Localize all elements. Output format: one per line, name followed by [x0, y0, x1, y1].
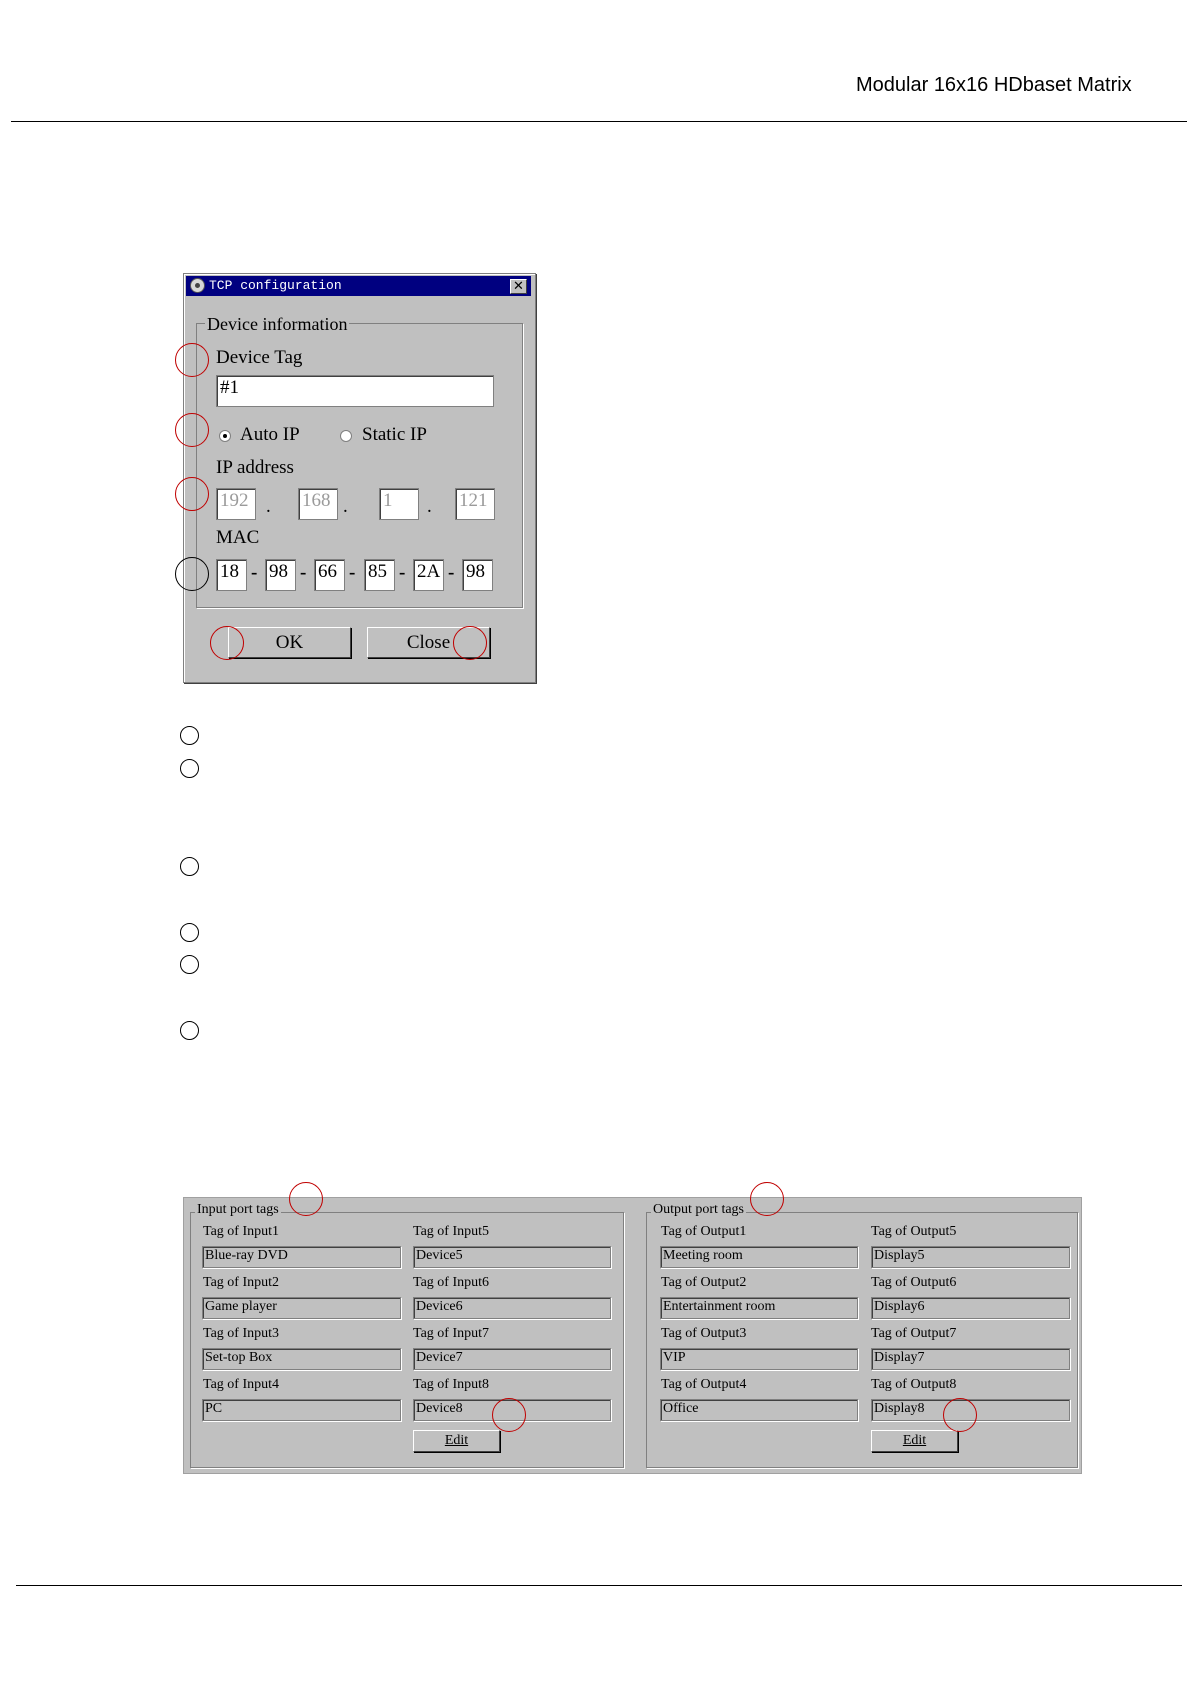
input-tag-label: Tag of Input3: [203, 1326, 280, 1341]
mac-label: MAC: [216, 527, 260, 548]
input-tag-field[interactable]: Set-top Box: [202, 1348, 401, 1370]
input-tag-label: Tag of Input7: [413, 1326, 490, 1341]
input-tag-field[interactable]: Device6: [413, 1297, 611, 1319]
output-tag-label: Tag of Output1: [661, 1224, 747, 1239]
output-tag-label: Tag of Output4: [661, 1377, 747, 1392]
mac-byte-5[interactable]: 2A: [413, 559, 444, 591]
input-tag-label: Tag of Input1: [203, 1224, 280, 1239]
mac-byte-2[interactable]: 98: [265, 559, 296, 591]
input-tag-field[interactable]: Device8: [413, 1399, 611, 1421]
list-bullet: [180, 1021, 199, 1040]
device-information-label: Device information: [207, 314, 348, 334]
input-tag-label: Tag of Input5: [413, 1224, 490, 1239]
gear-icon: [190, 278, 205, 293]
dialog-title: TCP configuration: [209, 278, 342, 293]
tcp-configuration-dialog: [183, 273, 536, 683]
close-button[interactable]: Close: [367, 627, 490, 658]
list-bullet: [180, 923, 199, 942]
ip-octet-4[interactable]: 121: [455, 488, 495, 520]
static-ip-label: Static IP: [362, 424, 427, 445]
mac-byte-4[interactable]: 85: [364, 559, 395, 591]
callout-marker: [175, 477, 209, 511]
static-ip-radio[interactable]: [340, 430, 352, 442]
header-divider: [11, 121, 1187, 122]
mac-separator: -: [251, 562, 258, 583]
callout-marker: [453, 626, 487, 660]
list-bullet: [180, 955, 199, 974]
mac-separator: -: [349, 562, 356, 583]
output-tag-field[interactable]: Display6: [871, 1297, 1070, 1319]
close-icon[interactable]: ✕: [510, 279, 527, 294]
callout-marker: [175, 343, 209, 377]
input-tag-field[interactable]: PC: [202, 1399, 401, 1421]
input-tag-label: Tag of Input2: [203, 1275, 280, 1290]
output-tag-field[interactable]: Meeting room: [660, 1246, 858, 1268]
output-tag-field[interactable]: Office: [660, 1399, 858, 1421]
output-port-tags-label: Output port tags: [653, 1202, 744, 1217]
ip-octet-1[interactable]: 192: [216, 488, 256, 520]
input-tag-label: Tag of Input8: [413, 1377, 490, 1392]
input-edit-button[interactable]: Edit: [413, 1430, 500, 1452]
device-tag-label: Device Tag: [216, 347, 303, 368]
ip-separator: .: [343, 496, 348, 517]
callout-marker: [943, 1398, 977, 1432]
input-tag-label: Tag of Input6: [413, 1275, 490, 1290]
mac-byte-3[interactable]: 66: [314, 559, 345, 591]
output-tag-label: Tag of Output2: [661, 1275, 747, 1290]
input-tag-field[interactable]: Game player: [202, 1297, 401, 1319]
output-tag-label: Tag of Output6: [871, 1275, 957, 1290]
output-tag-field[interactable]: Display5: [871, 1246, 1070, 1268]
callout-marker: [210, 626, 244, 660]
mac-separator: -: [399, 562, 406, 583]
page-header-title: Modular 16x16 HDbaset Matrix: [856, 74, 1132, 96]
ip-separator: .: [266, 496, 271, 517]
auto-ip-label: Auto IP: [240, 424, 300, 445]
ok-button[interactable]: OK: [228, 627, 351, 658]
output-tag-field[interactable]: Display7: [871, 1348, 1070, 1370]
mac-separator: -: [448, 562, 455, 583]
input-tag-label: Tag of Input4: [203, 1377, 280, 1392]
auto-ip-radio[interactable]: [219, 430, 231, 442]
input-port-tags-label: Input port tags: [197, 1202, 279, 1217]
callout-marker: [175, 557, 209, 591]
mac-byte-6[interactable]: 98: [462, 559, 493, 591]
device-tag-input[interactable]: #1: [216, 375, 494, 407]
ip-address-label: IP address: [216, 457, 294, 478]
output-tag-field[interactable]: Display8: [871, 1399, 1070, 1421]
port-tags-panel: [183, 1197, 1082, 1474]
footer-divider: [16, 1585, 1182, 1586]
mac-byte-1[interactable]: 18: [216, 559, 247, 591]
list-bullet: [180, 726, 199, 745]
callout-marker: [289, 1182, 323, 1216]
ip-separator: .: [427, 496, 432, 517]
mac-separator: -: [300, 562, 307, 583]
list-bullet: [180, 857, 199, 876]
dialog-titlebar: [186, 276, 531, 296]
list-bullet: [180, 759, 199, 778]
input-tag-field[interactable]: Device7: [413, 1348, 611, 1370]
output-tag-label: Tag of Output8: [871, 1377, 957, 1392]
output-tag-label: Tag of Output3: [661, 1326, 747, 1341]
output-tag-field[interactable]: VIP: [660, 1348, 858, 1370]
input-tag-field[interactable]: Device5: [413, 1246, 611, 1268]
callout-marker: [492, 1398, 526, 1432]
ip-octet-2[interactable]: 168: [298, 488, 338, 520]
output-tag-label: Tag of Output5: [871, 1224, 957, 1239]
callout-marker: [175, 413, 209, 447]
output-edit-button[interactable]: Edit: [871, 1430, 958, 1452]
input-tag-field[interactable]: Blue-ray DVD: [202, 1246, 401, 1268]
output-tag-field[interactable]: Entertainment room: [660, 1297, 858, 1319]
callout-marker: [750, 1182, 784, 1216]
output-tag-label: Tag of Output7: [871, 1326, 957, 1341]
ip-octet-3[interactable]: 1: [379, 488, 419, 520]
